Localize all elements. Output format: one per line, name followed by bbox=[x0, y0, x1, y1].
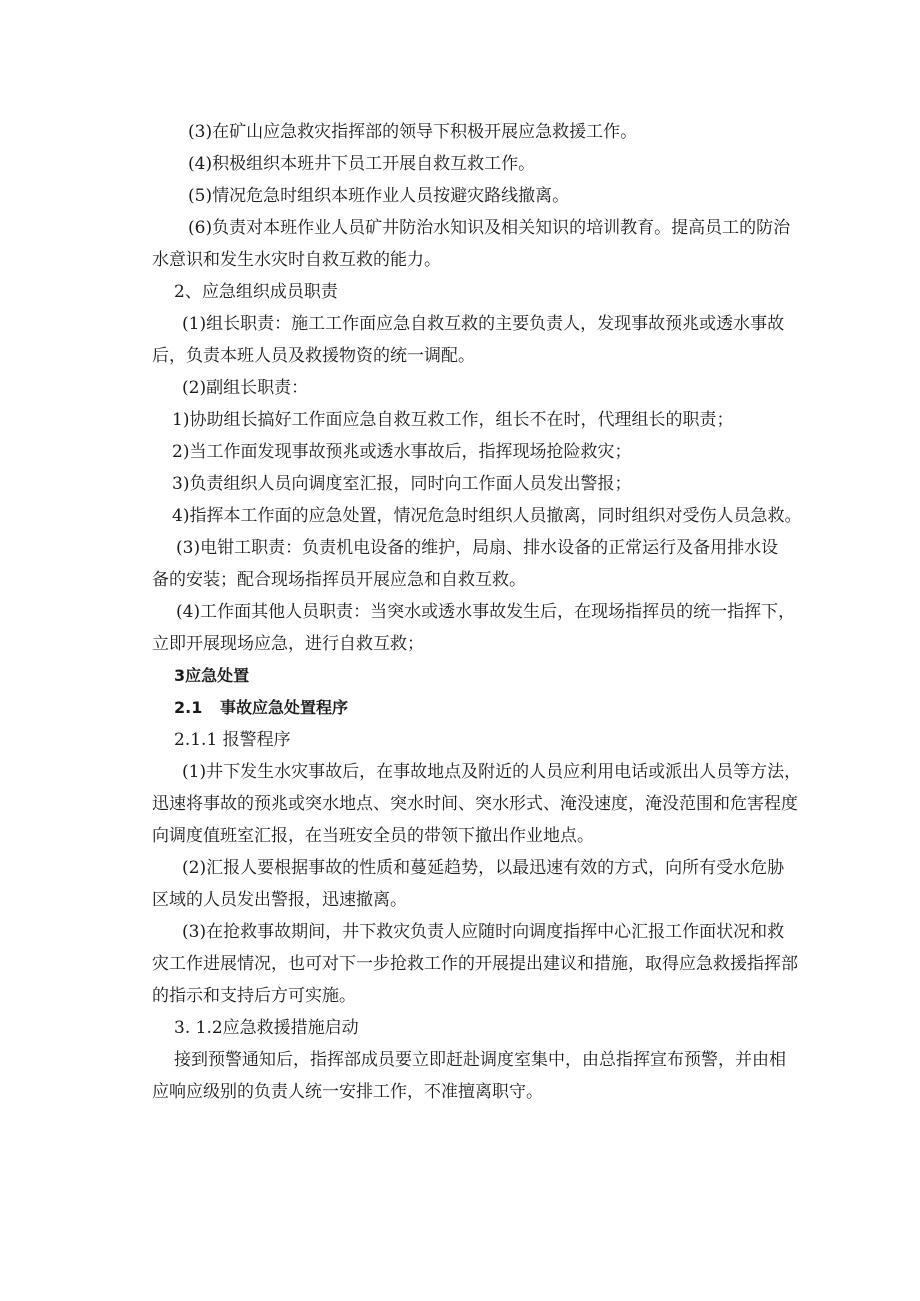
text-line: (5)情况危急时组织本班作业人员按避灾路线撤离。 bbox=[188, 186, 570, 206]
text-line: (3)在抢救事故期间，井下救灾负责人应随时向调度指挥中心汇报工作面状况和救 bbox=[182, 922, 785, 942]
section-number: 2.1 bbox=[174, 698, 203, 717]
text-line: 水意识和发生水灾时自救互救的能力。 bbox=[152, 250, 441, 270]
text-line: 的指示和支持后方可实施。 bbox=[152, 986, 356, 1006]
text-line: (2)副组长职责： bbox=[182, 378, 309, 398]
text-line: (4)工作面其他人员职责：当突水或透水事故发生后，在现场指挥员的统一指挥下， bbox=[176, 602, 796, 622]
text-line: 2)当工作面发现事故预兆或透水事故后，指挥现场抢险救灾； bbox=[172, 442, 632, 462]
text-line: (4)积极组织本班井下员工开展自救互救工作。 bbox=[188, 154, 536, 174]
text-line: 4)指挥本工作面的应急处置，情况危急时组织人员撤离，同时组织对受伤人员急救。 bbox=[172, 506, 802, 526]
text-line: (1)组长职责：施工工作面应急自救互救的主要负责人，发现事故预兆或透水事故 bbox=[182, 314, 785, 334]
text-line: 后，负责本班人员及救援物资的统一调配。 bbox=[152, 346, 475, 366]
subsection-heading-2-1-1: 2.1.1 报警程序 bbox=[174, 730, 291, 750]
text-line: 向调度值班室汇报，在当班安全员的带领下撤出作业地点。 bbox=[152, 826, 594, 846]
text-line: 应响应级别的负责人统一安排工作，不准擅离职守。 bbox=[152, 1082, 543, 1102]
section-heading-3: 3应急处置 bbox=[174, 666, 250, 685]
text-line: (6)负责对本班作业人员矿井防治水知识及相关知识的培训教育。提高员工的防治 bbox=[188, 218, 791, 238]
text-line: 3)负责组织人员向调度室汇报，同时向工作面人员发出警报； bbox=[172, 474, 632, 494]
text-line: (3)在矿山应急救灾指挥部的领导下积极开展应急救援工作。 bbox=[188, 122, 638, 142]
text-line: (2)汇报人要根据事故的性质和蔓延趋势，以最迅速有效的方式，向所有受水危胁 bbox=[182, 858, 785, 878]
text-line: 2、应急组织成员职责 bbox=[174, 282, 338, 302]
text-line: (1)井下发生水灾事故后，在事故地点及附近的人员应利用电话或派出人员等方法， bbox=[182, 762, 802, 782]
section-heading-2-1 bbox=[172, 692, 792, 724]
text-line: 区域的人员发出警报，迅速撤离。 bbox=[152, 890, 407, 910]
document-body bbox=[152, 116, 802, 1108]
text-line: 灾工作进展情况，也可对下一步抢救工作的开展提出建议和措施，取得应急救援指挥部 bbox=[152, 954, 798, 974]
text-line: (3)电钳工职责：负责机电设备的维护，局扇、排水设备的正常运行及备用排水设 bbox=[176, 538, 779, 558]
text-line: 备的安装；配合现场指挥员开展应急和自救互救。 bbox=[152, 570, 526, 590]
section-title: 事故应急处置程序 bbox=[220, 698, 349, 717]
text-line: 立即开展现场应急，进行自救互救； bbox=[152, 634, 424, 654]
text-line: 接到预警通知后，指挥部成员要立即赶赴调度室集中，由总指挥宣布预警，并由相 bbox=[174, 1050, 786, 1070]
text-line: 迅速将事故的预兆或突水地点、突水时间、突水形式、淹没速度，淹没范围和危害程度 bbox=[152, 794, 798, 814]
text-line: 1)协助组长搞好工作面应急自救互救工作，组长不在时，代理组长的职责； bbox=[172, 410, 734, 430]
subsection-heading-3-1-2: 3. 1.2应急救援措施启动 bbox=[174, 1018, 359, 1038]
